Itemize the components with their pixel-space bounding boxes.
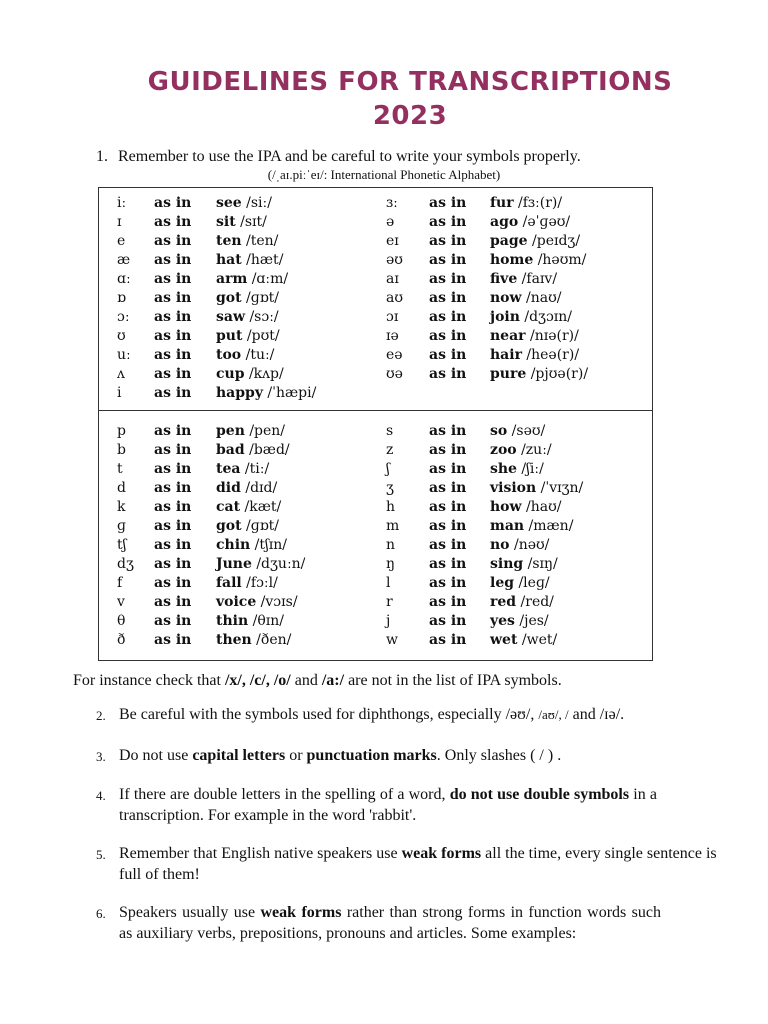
example-word: bad	[216, 442, 245, 458]
ipa-symbol: d	[117, 480, 126, 496]
example-transcription: /nɪə(r)/	[525, 328, 579, 344]
list-item-text: Remember to use the IPA and be careful to write your symbols properly.	[118, 148, 581, 165]
instance-bold-symbol: /a:/	[321, 672, 345, 689]
ipa-symbol: ɔː	[117, 309, 130, 325]
example-transcription: /əˈɡəʊ/	[518, 214, 571, 230]
list-item-bold: capital letters	[192, 747, 286, 764]
ipa-symbol: z	[386, 442, 394, 458]
example-word: no	[490, 537, 510, 553]
as-in-label: as in	[154, 195, 192, 211]
example-transcription: /heə(r)/	[521, 347, 580, 363]
as-in-label: as in	[429, 309, 467, 325]
as-in-label: as in	[429, 556, 467, 572]
as-in-label: as in	[429, 290, 467, 306]
as-in-label: as in	[154, 328, 192, 344]
example-transcription: /haʊ/	[521, 499, 562, 515]
as-in-label: as in	[154, 632, 192, 648]
chart-divider	[99, 410, 652, 411]
as-in-label: as in	[429, 518, 467, 534]
list-item-text: Do not use	[119, 747, 193, 764]
ipa-symbol: k	[117, 499, 126, 515]
example-word: so	[490, 423, 508, 439]
as-in-label: as in	[154, 366, 192, 382]
example-transcription: /fɔːl/	[241, 575, 278, 591]
ipa-row-consonant-right	[99, 498, 652, 517]
ipa-row-consonant-right	[99, 460, 652, 479]
list-item-text: in a transcription. For example in the word 'rabbit'.	[119, 786, 658, 824]
example-word: then	[216, 632, 252, 648]
example-word: pure	[490, 366, 527, 382]
list-number: 4.	[96, 788, 106, 803]
ipa-row-consonant-right	[99, 593, 652, 612]
example-word: happy	[216, 385, 263, 401]
as-in-label: as in	[154, 575, 192, 591]
example-word: join	[490, 309, 520, 325]
ipa-example	[216, 384, 316, 403]
ipa-symbol: əʊ	[386, 252, 403, 268]
ipa-symbol: l	[386, 575, 391, 591]
list-number: 6.	[96, 906, 106, 921]
as-in-label: as in	[429, 328, 467, 344]
as-in-label: as in	[429, 537, 467, 553]
ipa-symbol: θ	[117, 613, 126, 629]
ipa-row-vowel-right	[99, 251, 652, 270]
list-item-text: all the time, every single sentence is full of them!	[119, 845, 717, 883]
ipa-example	[490, 555, 558, 574]
as-in-label: as in	[429, 366, 467, 382]
ipa-row-vowel-left	[99, 384, 652, 403]
ipa-example	[490, 327, 579, 346]
example-transcription: /ten/	[241, 233, 279, 249]
example-word: see	[216, 195, 242, 211]
example-word: voice	[216, 594, 257, 610]
ipa-row-vowel-right	[99, 365, 652, 384]
as-in-label: as in	[154, 613, 192, 629]
example-transcription: /mæn/	[524, 518, 574, 534]
ipa-example	[490, 251, 586, 270]
example-transcription: /ɑːm/	[247, 271, 289, 287]
list-item-5	[119, 843, 719, 885]
ipa-row-vowel-right	[99, 213, 652, 232]
ipa-symbol: eɪ	[386, 233, 399, 249]
ipa-row-vowel-right	[99, 308, 652, 327]
ipa-symbol: ð	[117, 632, 126, 648]
instance-note	[73, 670, 562, 691]
ipa-symbol: t	[117, 461, 123, 477]
ipa-symbol: ɜː	[386, 195, 398, 211]
ipa-row-consonant-right	[99, 517, 652, 536]
ipa-example	[490, 536, 549, 555]
ipa-row-vowel-right	[99, 346, 652, 365]
list-number: 5.	[96, 847, 106, 862]
as-in-label: as in	[429, 442, 467, 458]
example-word: arm	[216, 271, 248, 287]
ipa-symbol: eə	[386, 347, 403, 363]
list-number: 1.	[96, 148, 108, 165]
ipa-symbol: s	[386, 423, 394, 439]
ipa-note: (/ˌaɪ.piːˈeɪ/: International Phonetic Alphabet)	[267, 167, 501, 182]
example-word: June	[216, 556, 252, 572]
ipa-row-consonant-right	[99, 536, 652, 555]
list-item-text: Speakers usually use	[119, 904, 261, 921]
instance-text: For instance check that	[73, 672, 225, 689]
ipa-symbol: ʌ	[117, 366, 125, 382]
ipa-example	[490, 422, 545, 441]
example-transcription: /ˈvɪʒn/	[536, 480, 584, 496]
ipa-example	[490, 213, 570, 232]
ipa-symbol: b	[117, 442, 126, 458]
as-in-label: as in	[154, 594, 192, 610]
example-transcription: /pen/	[244, 423, 286, 439]
ipa-example	[490, 479, 583, 498]
ipa-symbol: p	[117, 423, 126, 439]
ipa-symbol: ɪ	[117, 214, 122, 230]
ipa-symbol: ʃ	[386, 461, 390, 477]
ipa-row-consonant-right	[99, 612, 652, 631]
example-word: chin	[216, 537, 251, 553]
example-transcription: /ɡɒt/	[241, 518, 280, 534]
ipa-row-consonant-right	[99, 479, 652, 498]
as-in-label: as in	[154, 480, 192, 496]
example-word: too	[216, 347, 242, 363]
list-item-bold: weak forms	[260, 904, 342, 921]
ipa-symbol: ə	[386, 214, 395, 230]
list-item-4	[119, 784, 657, 826]
ipa-symbol: ŋ	[386, 556, 396, 572]
example-transcription: /pʊt/	[242, 328, 280, 344]
ipa-example	[490, 232, 580, 251]
ipa-symbol: m	[386, 518, 400, 534]
as-in-label: as in	[154, 271, 192, 287]
list-item-small-text: /aʊ/, /	[538, 707, 569, 722]
ipa-symbol: n	[386, 537, 396, 553]
list-item-text: Remember that English native speakers use	[119, 845, 402, 862]
ipa-example	[490, 346, 579, 365]
ipa-example	[490, 194, 562, 213]
list-number: 3.	[96, 749, 106, 764]
example-transcription: /tʃɪn/	[250, 537, 288, 553]
list-item-text: If there are double letters in the spelling of a word,	[119, 786, 450, 803]
example-word: zoo	[490, 442, 517, 458]
as-in-label: as in	[429, 575, 467, 591]
list-item-6	[119, 902, 661, 944]
instance-text: and	[290, 672, 322, 689]
example-word: man	[490, 518, 525, 534]
example-transcription: /tuː/	[241, 347, 275, 363]
as-in-label: as in	[429, 233, 467, 249]
example-word: vision	[490, 480, 537, 496]
as-in-label: as in	[429, 423, 467, 439]
ipa-example	[490, 574, 550, 593]
as-in-label: as in	[154, 233, 192, 249]
ipa-example	[490, 612, 549, 631]
as-in-label: as in	[429, 214, 467, 230]
ipa-example	[490, 308, 572, 327]
example-word: sing	[490, 556, 524, 572]
ipa-row-vowel-right	[99, 194, 652, 213]
list-item-bold: punctuation marks	[306, 747, 437, 764]
instance-text: are not in the list of IPA symbols.	[344, 672, 562, 689]
as-in-label: as in	[429, 271, 467, 287]
ipa-symbol: ɪə	[386, 328, 399, 344]
as-in-label: as in	[154, 499, 192, 515]
example-word: wet	[490, 632, 518, 648]
as-in-label: as in	[154, 309, 192, 325]
ipa-symbol: i	[117, 385, 122, 401]
example-transcription: /kʌp/	[244, 366, 284, 382]
example-transcription: /zuː/	[516, 442, 552, 458]
ipa-symbol: dʒ	[117, 556, 134, 572]
ipa-symbol: tʃ	[117, 537, 127, 553]
example-transcription: /ðen/	[251, 632, 292, 648]
ipa-symbol: ʊə	[386, 366, 403, 382]
example-word: leg	[490, 575, 515, 591]
example-transcription: /sɪt/	[235, 214, 267, 230]
example-word: now	[490, 290, 522, 306]
ipa-symbol: v	[117, 594, 125, 610]
as-in-label: as in	[154, 518, 192, 534]
list-item-1	[96, 148, 581, 166]
example-transcription: /sɪŋ/	[523, 556, 558, 572]
ipa-symbol: ɔɪ	[386, 309, 399, 325]
example-word: red	[490, 594, 517, 610]
example-transcription: /sɔː/	[245, 309, 279, 325]
as-in-label: as in	[154, 214, 192, 230]
ipa-symbol: w	[386, 632, 398, 648]
example-transcription: /faɪv/	[517, 271, 558, 287]
list-item-text: and /ɪə/.	[568, 706, 625, 723]
ipa-symbol: f	[117, 575, 123, 591]
example-transcription: /fɜː(r)/	[513, 195, 563, 211]
list-item-2	[119, 704, 624, 725]
example-word: five	[490, 271, 518, 287]
example-word: put	[216, 328, 243, 344]
ipa-example	[490, 365, 588, 384]
ipa-example	[490, 460, 544, 479]
example-transcription: /kæt/	[240, 499, 282, 515]
ipa-symbol: ɒ	[117, 290, 126, 306]
ipa-chart	[98, 187, 653, 661]
as-in-label: as in	[154, 423, 192, 439]
example-word: got	[216, 518, 242, 534]
as-in-label: as in	[429, 195, 467, 211]
example-transcription: /peɪdʒ/	[527, 233, 581, 249]
ipa-example	[490, 441, 552, 460]
example-transcription: /ˈhæpi/	[262, 385, 317, 401]
ipa-row-consonant-right	[99, 555, 652, 574]
ipa-example	[490, 270, 557, 289]
as-in-label: as in	[429, 499, 467, 515]
example-transcription: /jes/	[514, 613, 549, 629]
example-transcription: /naʊ/	[521, 290, 562, 306]
list-item-text: . Only slashes ( / ) .	[436, 747, 562, 764]
as-in-label: as in	[429, 480, 467, 496]
list-item-text: or	[285, 747, 307, 764]
example-transcription: /dʒuːn/	[251, 556, 306, 572]
example-transcription: /vɔɪs/	[256, 594, 298, 610]
example-word: tea	[216, 461, 241, 477]
as-in-label: as in	[154, 442, 192, 458]
example-word: saw	[216, 309, 246, 325]
example-transcription: /siː/	[241, 195, 272, 211]
example-word: how	[490, 499, 522, 515]
as-in-label: as in	[154, 385, 192, 401]
example-word: fur	[490, 195, 514, 211]
example-word: thin	[216, 613, 249, 629]
as-in-label: as in	[429, 347, 467, 363]
page-title: GUIDELINES FOR TRANSCRIPTIONS	[147, 67, 673, 97]
ipa-symbol: j	[386, 613, 391, 629]
example-word: she	[490, 461, 517, 477]
ipa-row-consonant-right	[99, 574, 652, 593]
ipa-example	[490, 517, 573, 536]
example-word: hair	[490, 347, 522, 363]
as-in-label: as in	[154, 461, 192, 477]
list-item-text: rather than strong forms in function words such as auxiliary verbs, prepositions, pronouns and articles. Some examples:	[119, 904, 661, 942]
ipa-symbol: r	[386, 594, 393, 610]
example-transcription: /dɪd/	[240, 480, 278, 496]
list-item-3	[119, 745, 561, 766]
ipa-symbol: aɪ	[386, 271, 399, 287]
ipa-symbol: e	[117, 233, 126, 249]
example-word: page	[490, 233, 528, 249]
example-transcription: /ɡɒt/	[241, 290, 280, 306]
example-transcription: /nəʊ/	[509, 537, 550, 553]
ipa-example	[490, 593, 554, 612]
ipa-row-vowel-right	[99, 327, 652, 346]
as-in-label: as in	[429, 613, 467, 629]
example-word: cup	[216, 366, 245, 382]
as-in-label: as in	[429, 252, 467, 268]
as-in-label: as in	[154, 252, 192, 268]
instance-bold-symbols: /x/, /c/, /o/	[224, 672, 291, 689]
example-transcription: /səʊ/	[507, 423, 546, 439]
example-word: pen	[216, 423, 245, 439]
ipa-row-vowel-right	[99, 232, 652, 251]
example-transcription: /həʊm/	[533, 252, 587, 268]
ipa-row-vowel-right	[99, 270, 652, 289]
page-title-year: 2023	[372, 101, 448, 131]
example-word: sit	[216, 214, 236, 230]
ipa-symbol: ʒ	[386, 480, 394, 496]
example-transcription: /red/	[516, 594, 554, 610]
example-word: home	[490, 252, 534, 268]
ipa-row-vowel-right	[99, 289, 652, 308]
example-transcription: /hæt/	[241, 252, 284, 268]
ipa-symbol: ɡ	[117, 518, 126, 534]
example-word: cat	[216, 499, 241, 515]
example-word: fall	[216, 575, 242, 591]
example-word: did	[216, 480, 241, 496]
ipa-symbol: h	[386, 499, 396, 515]
example-word: ago	[490, 214, 519, 230]
example-word: near	[490, 328, 526, 344]
example-word: hat	[216, 252, 242, 268]
as-in-label: as in	[429, 594, 467, 610]
ipa-example	[490, 289, 562, 308]
example-transcription: /tiː/	[240, 461, 270, 477]
example-transcription: /leɡ/	[514, 575, 550, 591]
example-word: yes	[490, 613, 515, 629]
ipa-row-consonant-right	[99, 441, 652, 460]
example-transcription: /dʒɔɪn/	[519, 309, 572, 325]
ipa-example	[490, 498, 562, 517]
as-in-label: as in	[429, 632, 467, 648]
as-in-label: as in	[154, 290, 192, 306]
example-transcription: /pjʊə(r)/	[526, 366, 589, 382]
example-word: ten	[216, 233, 242, 249]
example-transcription: /wet/	[517, 632, 558, 648]
ipa-example	[490, 631, 557, 650]
list-item-bold: do not use double symbols	[449, 786, 630, 803]
ipa-symbol: aʊ	[386, 290, 404, 306]
ipa-row-consonant-right	[99, 631, 652, 650]
list-item-text: Be careful with the symbols used for diphthongs, especially /əʊ/,	[119, 706, 539, 723]
example-word: got	[216, 290, 242, 306]
example-transcription: /ʃiː/	[516, 461, 544, 477]
ipa-symbol: ʊ	[117, 328, 126, 344]
list-item-bold: weak forms	[401, 845, 482, 862]
ipa-row-consonant-right	[99, 422, 652, 441]
as-in-label: as in	[154, 556, 192, 572]
ipa-symbol: ɑː	[117, 271, 131, 287]
ipa-symbol: æ	[117, 252, 131, 268]
as-in-label: as in	[154, 347, 192, 363]
as-in-label: as in	[429, 461, 467, 477]
example-transcription: /bæd/	[244, 442, 290, 458]
example-transcription: /θɪn/	[248, 613, 284, 629]
as-in-label: as in	[154, 537, 192, 553]
ipa-symbol: iː	[117, 195, 127, 211]
list-number: 2.	[96, 708, 106, 723]
ipa-symbol: uː	[117, 347, 131, 363]
